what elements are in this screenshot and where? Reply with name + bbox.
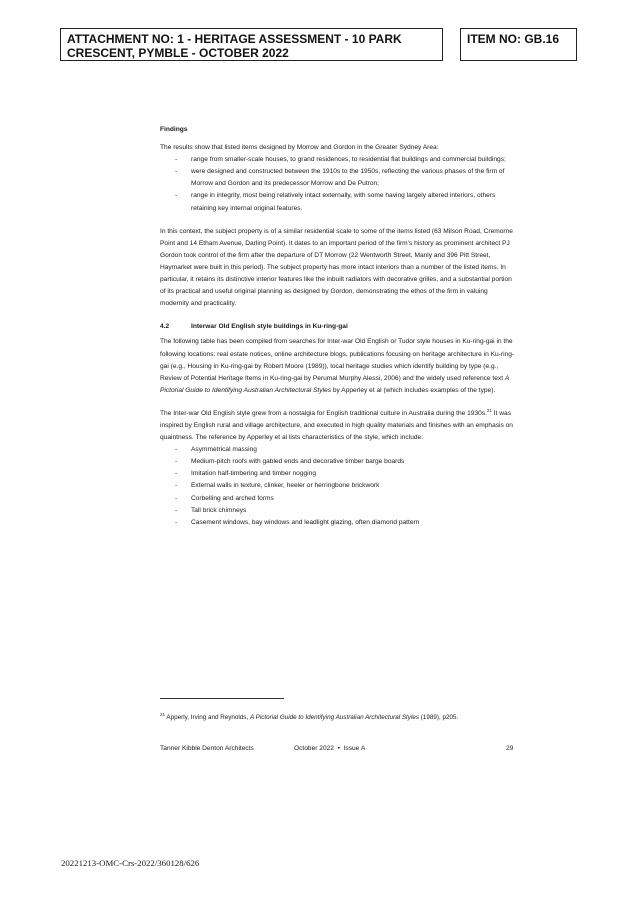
list-item: - Asymmetrical massing	[160, 444, 516, 456]
section-heading	[160, 321, 516, 333]
footnote-divider	[160, 698, 284, 699]
footer-company: Tanner Kibble Denton Architects	[160, 745, 254, 752]
findings-paragraph: In this context, the subject property is of a similar residential scale to some of the items listed (63 Milson Road, Cremorne Point and 14 Etham Avenue, Darling Point). It dates to an important period of the firm’s history as prominent architect PJ Gordon took control of the firm after the departure of DT Morrow (22 Wentworth Street, Manly and 396 Pitt Street, Haymarket were built in this period). The subject property has more intact interiors than a number of the listed items. In particular, it retains its distinctive interior features like the inbuilt radiators with decorative grilles, and a substantial portion of its practical and useful original planning as designed by Gordon, demonstrating the ethos of the firm in valuing modernity and practicality.	[160, 227, 513, 308]
characteristics-list	[160, 444, 516, 529]
item-number: ITEM NO: GB.16	[467, 32, 560, 46]
document-reference: 20221213-OMC-Crs-2022/360128/626	[61, 858, 200, 868]
findings-list	[160, 154, 516, 214]
footer-issue: October 2022 • Issue A	[294, 745, 366, 752]
list-item: - Imitation half-timbering and timber nogging	[160, 468, 516, 480]
findings-heading: Findings	[160, 126, 188, 133]
list-item: - Casement windows, bay windows and leadlight glazing, often diamond pattern	[160, 517, 516, 529]
page-body	[160, 124, 516, 529]
section-number: 4.2	[160, 323, 170, 331]
list-item: - range in integrity, most being relatively intact externally, with some having largely altered interiors, others retaining key internal original features.	[160, 190, 516, 214]
list-item: - were designed and constructed between the 1910s to the 1950s, reflecting the various phases of the firm of Morrow and Gordon and its predecessor Morrow and De Putron;	[160, 166, 516, 190]
list-item: - Corbelling and arched forms	[160, 493, 516, 505]
item-number-box	[460, 28, 577, 61]
footnote: $^{21}$ Apperly, Irving and Reynolds, A Pictorial Guide to Identifying Australian Architectural Styles (1989), p205.	[160, 711, 459, 721]
list-item: - External walls in texture, clinker, heeler or herringbone brickwork	[160, 480, 516, 492]
attachment-title: ATTACHMENT NO: 1 - HERITAGE ASSESSMENT - 10 PARK CRESCENT, PYMBLE - OCTOBER 2022	[67, 32, 402, 60]
attachment-header	[60, 28, 443, 61]
section-paragraph-2: The Inter-war Old English style grew from a nostalgia for English traditional culture in Australia during the 1930s.$^{21}$ It was inspired by English rural and village architecture, and executed in high quality materials and finishes with an emphasis on quaintness. The reference by Apperley et al lists characteristics of the style, which include:	[160, 407, 513, 442]
findings-intro: The results show that listed items designed by Morrow and Gordon in the Greater Sydney Area:	[160, 144, 439, 152]
list-item: - Medium-pitch roofs with gabled ends and decorative timber barge boards	[160, 456, 516, 468]
section-paragraph-1: The following table has been compiled from searches for Inter-war Old English or Tudor style houses in Ku-ring-gai in the following locations: real estate notices, online architecture blogs, publications focusing on heritage architecture in Ku-ring-gai (e.g., Housing in Ku-ring-gai by Robert Moore (1989)), local heritage studies which identify building by type (e.g., Review of Potential Heritage Items in Ku-ring-gai by Perumal Murphy Alessi, 2006) and the widely used reference text A Pictorial Guide to Identifying Australian Architectural Styles by Apperley et al (which includes examples of the type).	[160, 338, 515, 394]
footnote-title: A Pictorial Guide to Identifying Australian Architectural Styles	[249, 714, 419, 721]
list-item: - range from smaller-scale houses, to grand residences, to residential flat buildings and commercial buildings;	[160, 154, 516, 166]
list-item: - Tall brick chimneys	[160, 505, 516, 517]
footnote-ref: 21	[486, 407, 492, 413]
section-title: Interwar Old English style buildings in Ku-ring-gai	[191, 323, 348, 331]
footnote-number: 21	[160, 711, 166, 717]
page-number: 29	[506, 745, 514, 752]
reference-title: A Pictorial Guide to Identifying Australian Architectural Styles	[160, 374, 510, 394]
